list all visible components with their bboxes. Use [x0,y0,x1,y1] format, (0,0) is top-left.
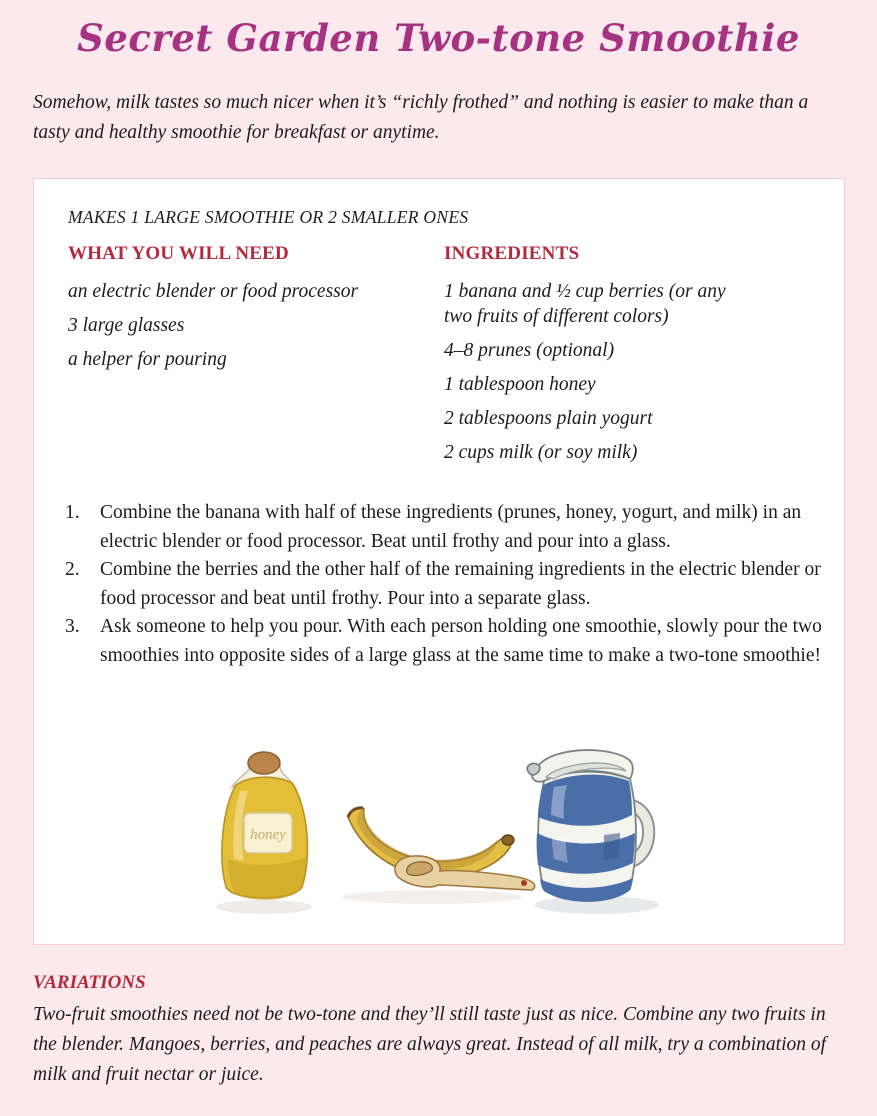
intro-paragraph: Somehow, milk tastes so much nicer when it’s “richly frothed” and nothing is easier to make than a tasty and healthy smoothie for breakfast or anytime. [33,92,809,144]
step-row [65,613,825,670]
equipment-heading: WHAT YOU WILL NEED [68,243,289,264]
watercolor-illustration-svg [202,739,678,939]
banana-icon [348,807,535,890]
banana-shadow [342,890,522,904]
equipment-column [68,243,444,474]
yield-line: MAKES 1 LARGE SMOOTHIE OR 2 SMALLER ONES [68,207,469,227]
jar-label-text: honey [250,827,286,843]
step-number: 1. [65,502,80,523]
page-title: Secret Garden Two-tone Smoothie [77,16,800,60]
step-row [65,556,825,613]
step-number: 3. [65,616,80,637]
ingredient-item: 1 tablespoon honey [444,374,596,395]
ingredient-item: 2 cups milk (or soy milk) [444,442,638,463]
milk-pitcher-icon [527,750,654,902]
columns [68,243,808,474]
step-text: Combine the berries and the other half of the remaining ingredients in the electric blender or food processor and beat until frothy. Pour into a separate glass. [100,559,821,609]
equipment-item: an electric blender or food processor [68,281,359,302]
variations-section [33,972,845,1091]
step-text: Combine the banana with half of these ingredients (prunes, honey, yogurt, and milk) in an electric blender or food processor. Beat until frothy and pour into a glass. [100,502,802,552]
honey-jar-icon [222,752,308,900]
equipment-item: a helper for pouring [68,349,227,370]
jar-cork [248,752,280,774]
ingredient-item: 4–8 prunes (optional) [444,340,615,361]
step-row [65,499,825,556]
knife-rivet [521,880,527,886]
banana-tip [502,835,514,845]
ingredient-item: 2 tablespoons plain yogurt [444,408,653,429]
ingredients-heading: INGREDIENTS [444,243,580,264]
step-number: 2. [65,559,80,580]
recipe-card [33,178,845,945]
ingredients-column [444,243,744,474]
variations-heading: VARIATIONS [33,972,146,993]
method-steps [65,499,825,670]
honey-jar-shadow [216,900,312,914]
ingredient-item: 1 banana and ½ cup berries (or any two fruits of different colors) [444,281,726,327]
equipment-item: 3 large glasses [68,315,185,336]
stripe-highlight-2 [552,837,568,863]
variations-text: Two-fruit smoothies need not be two-tone and they’ll still taste just as nice. Combine any two fruits in the blender. Mangoes, berries, and peaches are always great. Instead of all milk, try a combination of milk and fruit nectar or juice. [33,1004,827,1086]
stripe-shade [603,833,620,861]
pitcher-spout [527,763,540,775]
ingredients-illustration [202,739,678,939]
step-text: Ask someone to help you pour. With each person holding one smoothie, slowly pour the two smoothies into opposite sides of a large glass at the same time to make a two-tone smoothie! [100,616,822,666]
